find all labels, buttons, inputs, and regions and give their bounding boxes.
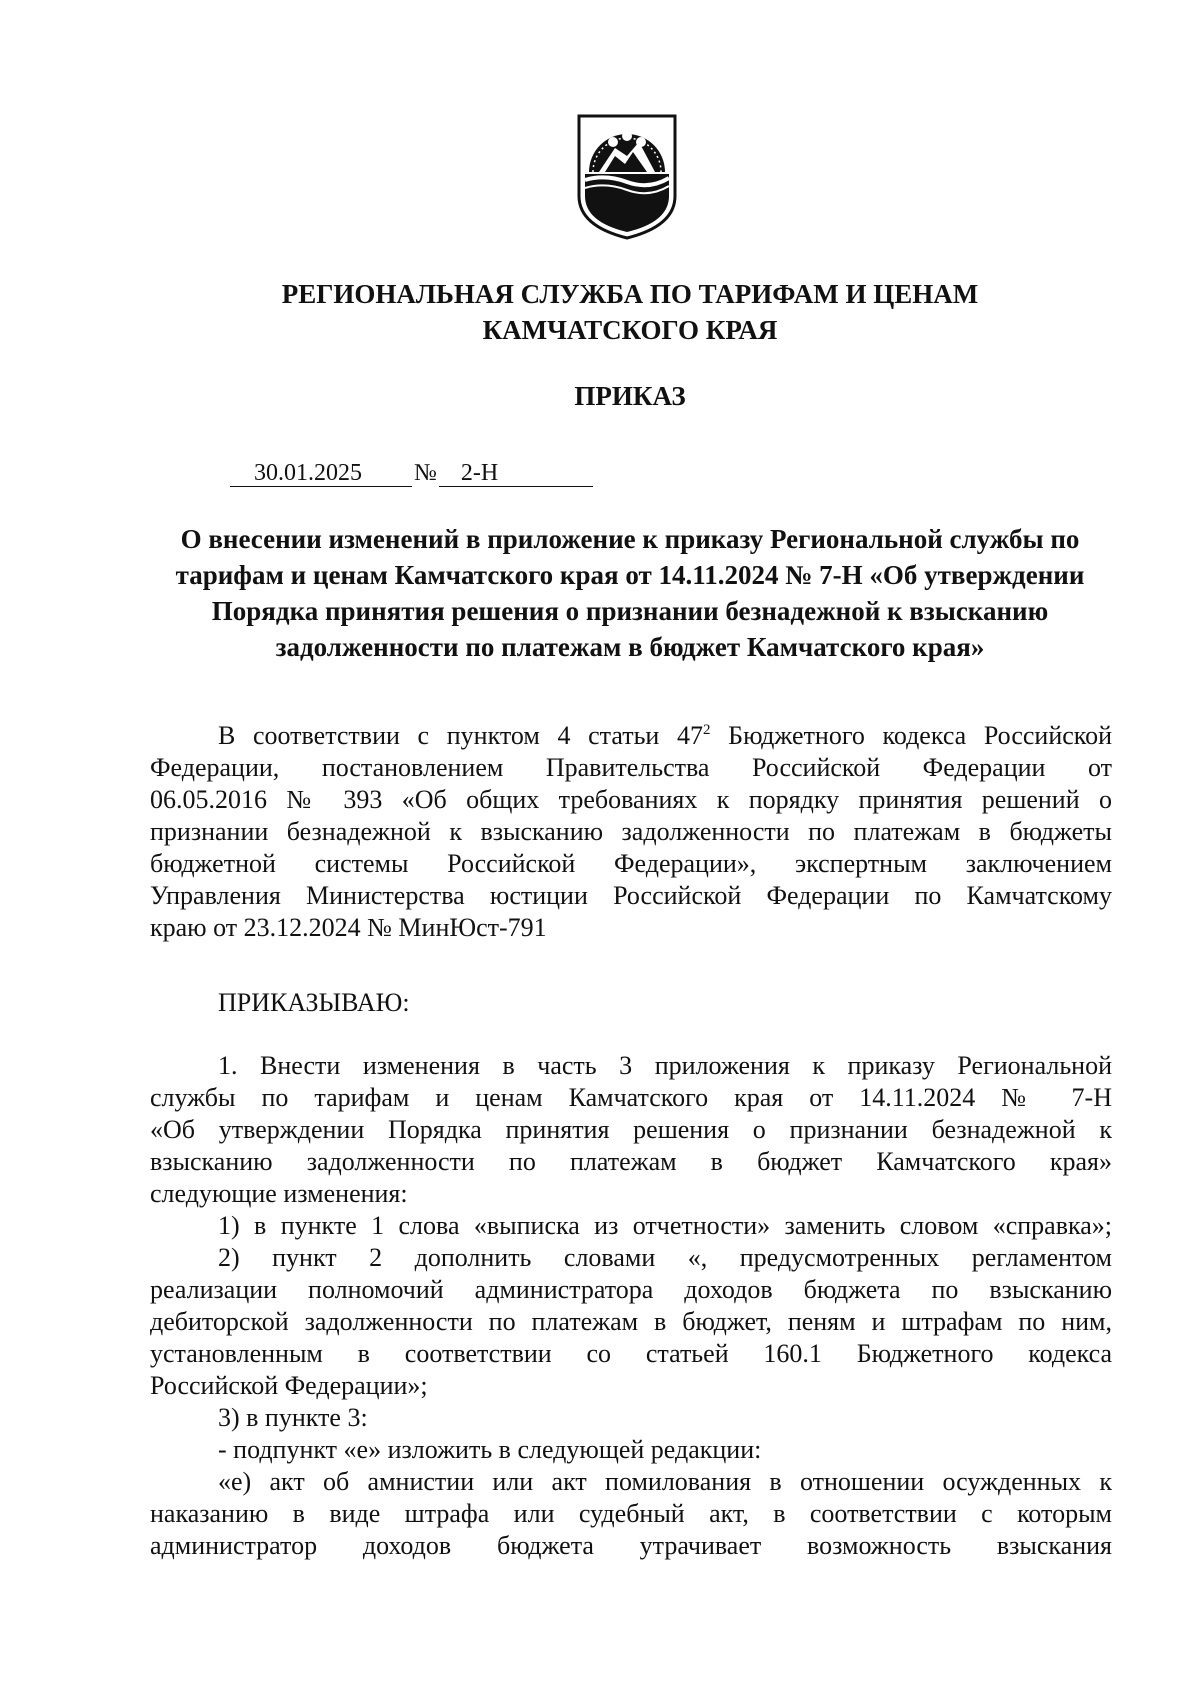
agency-name bbox=[150, 276, 1110, 348]
subject-line: О внесении изменений в приложение к приказу Региональной службы по bbox=[180, 524, 1080, 554]
item-line: дебиторской задолженности по платежам в бюджет, пеням и штрафам по ним, bbox=[150, 1307, 1112, 1336]
item-line: «Об утверждении Порядка принятия решения о признании безнадежной к bbox=[150, 1115, 1112, 1144]
agency-name-line-2: КАМЧАТСКОГО КРАЯ bbox=[482, 315, 778, 345]
subject-line: Порядка принятия решения о признании безнадежной к взысканию bbox=[211, 596, 1049, 626]
date-number-line bbox=[230, 458, 593, 488]
preamble-line: признании безнадежной к взысканию задолженности по платежам в бюджеты bbox=[150, 817, 1112, 846]
item-1-paragraph bbox=[150, 1050, 1112, 1562]
preamble-line: бюджетной системы Российской Федерации», экспертным заключением bbox=[150, 849, 1112, 878]
order-word: ПРИКАЗЫВАЮ: bbox=[218, 988, 410, 1017]
document-subject bbox=[140, 521, 1120, 665]
document-type-title: ПРИКАЗ bbox=[574, 381, 686, 411]
item-line: «е) акт об амнистии или акт помилования в отношении осужденных к bbox=[218, 1467, 1112, 1496]
preamble-text: Бюджетного кодекса Российской bbox=[710, 721, 1113, 750]
item-line: 2) пункт 2 дополнить словами «, предусмотренных регламентом bbox=[218, 1243, 1112, 1272]
article-superscript: 2 bbox=[703, 722, 711, 738]
order-word-block bbox=[150, 987, 1112, 1019]
item-line: администратор доходов бюджета утрачивает возможность взыскания bbox=[150, 1531, 1112, 1560]
subject-line: задолженности по платежам в бюджет Камчатского края» bbox=[275, 632, 985, 662]
item-line: следующие изменения: bbox=[150, 1179, 408, 1208]
item-line: взысканию задолженности по платежам в бюджет Камчатского края» bbox=[150, 1147, 1112, 1176]
subject-line: тарифам и ценам Камчатского края от 14.11.2024 № 7-Н «Об утверждении bbox=[175, 560, 1085, 590]
preamble-paragraph bbox=[150, 720, 1112, 944]
preamble-line bbox=[150, 720, 1112, 752]
document-number: 2-Н bbox=[439, 460, 593, 487]
preamble-line: 06.05.2016 № 393 «Об общих требованиях к порядку принятия решений о bbox=[150, 785, 1112, 814]
item-line: Российской Федерации»; bbox=[150, 1371, 428, 1400]
item-line: 1) в пункте 1 слова «выписка из отчетности» заменить словом «справка»; bbox=[218, 1211, 1112, 1240]
item-line: службы по тарифам и ценам Камчатского края от 14.11.2024 № 7-Н bbox=[150, 1083, 1112, 1112]
number-sign: № bbox=[414, 460, 437, 486]
agency-name-line-1: РЕГИОНАЛЬНАЯ СЛУЖБА ПО ТАРИФАМ И ЦЕНАМ bbox=[281, 279, 979, 309]
item-line: 3) в пункте 3: bbox=[218, 1403, 368, 1432]
preamble-line: краю от 23.12.2024 № МинЮст-791 bbox=[150, 913, 547, 942]
preamble-text: В соответствии с пунктом 4 статьи 47 bbox=[218, 721, 703, 750]
item-line: наказанию в виде штрафа или судебный акт, в соответствии с которым bbox=[150, 1499, 1112, 1528]
document-date: 30.01.2025 bbox=[230, 460, 412, 487]
preamble-line: Федерации, постановлением Правительства Российской Федерации от bbox=[150, 753, 1112, 782]
kamchatka-coat-of-arms-emblem bbox=[575, 112, 679, 240]
item-line: 1. Внести изменения в часть 3 приложения к приказу Региональной bbox=[218, 1051, 1112, 1080]
preamble-line: Управления Министерства юстиции Российской Федерации по Камчатскому bbox=[150, 881, 1112, 910]
item-line: установленным в соответствии со статьей 160.1 Бюджетного кодекса bbox=[150, 1339, 1112, 1368]
item-line: реализации полномочий администратора доходов бюджета по взысканию bbox=[150, 1275, 1112, 1304]
item-line: - подпункт «е» изложить в следующей редакции: bbox=[218, 1435, 762, 1464]
